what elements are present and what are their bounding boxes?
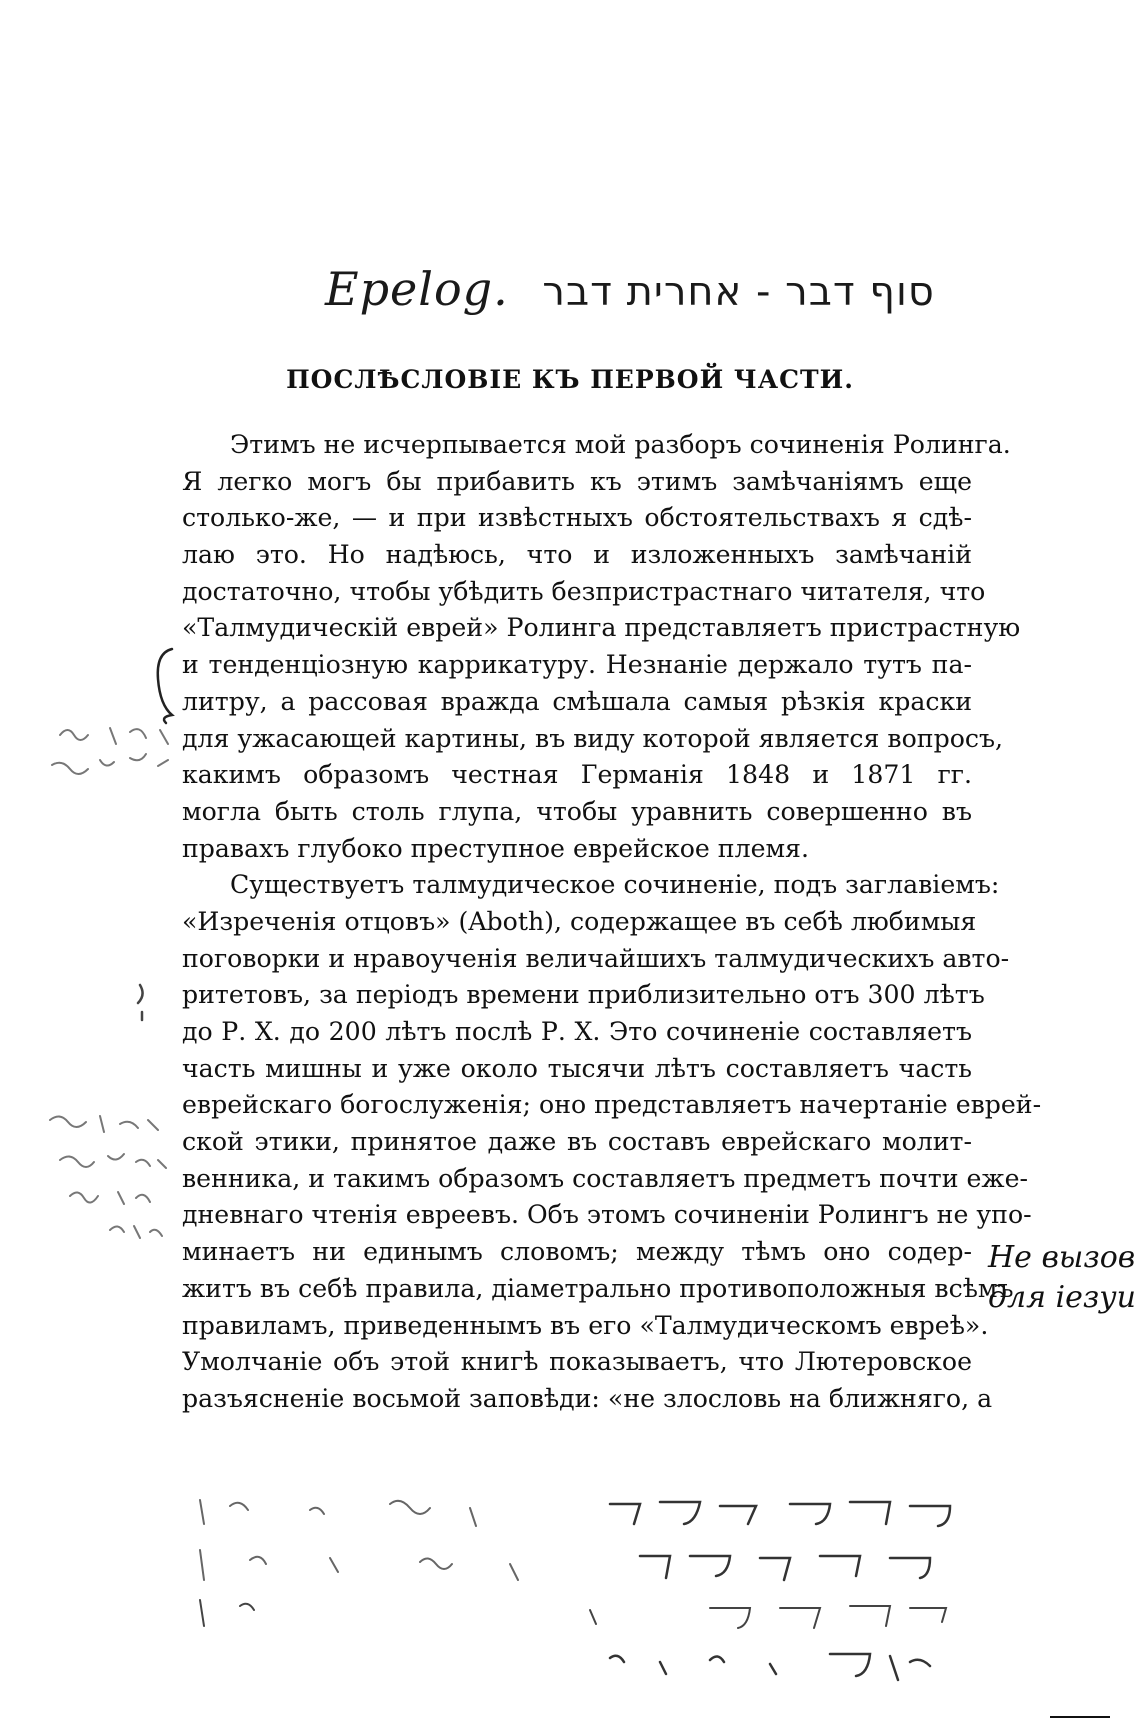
- text-line: достаточно, чтобы убѣдить безпристрастнаго читателя, что: [182, 576, 986, 606]
- text-line: минаетъ ни единымъ словомъ; между тѣмъ оно содер-: [182, 1237, 972, 1267]
- left-margin-scribbles: [40, 640, 240, 1540]
- text-line: литру, а рассовая вражда смѣшала самыя рѣзкія краски: [182, 686, 972, 716]
- text-line: Я легко могъ бы прибавить къ этимъ замѣчаніямъ еще: [182, 466, 972, 496]
- text-line: правахъ глубоко преступное еврейское племя.: [182, 833, 809, 863]
- text-line: дневнаго чтенія евреевъ. Объ этомъ сочиненіи Ролингъ не упо-: [182, 1200, 1032, 1230]
- inscription-latin: Epelog.: [325, 262, 509, 316]
- text-line: ритетовъ, за періодъ времени приблизительно отъ 300 лѣтъ: [182, 980, 985, 1010]
- text-line: до Р. Х. до 200 лѣтъ послѣ Р. Х. Это сочиненіе составляетъ: [182, 1017, 972, 1046]
- inscription-hebrew: סוף דבר - אחרית דבר: [542, 269, 935, 315]
- text-line: и тенденціозную каррикатуру. Незнаніе держало тутъ па-: [182, 650, 972, 680]
- bottom-hebrew-scribbles: [190, 1480, 990, 1710]
- text-line: разъясненіе восьмой заповѣди: «не злословь на ближняго, а: [182, 1383, 993, 1413]
- text-line: венника, и такимъ образомъ составляетъ предметъ почти еже-: [182, 1163, 1028, 1193]
- text-line: житъ въ себѣ правила, діаметрально противоположныя всѣмъ: [182, 1273, 1014, 1303]
- handwritten-inscription: [325, 262, 935, 316]
- body-text: [182, 427, 1042, 1418]
- text-line: какимъ образомъ честная Германія 1848 и 1871 гг.: [182, 760, 972, 790]
- bracket-mark: [150, 645, 180, 725]
- text-line: могла быть столь глупа, чтобы уравнить совершенно въ: [182, 796, 972, 826]
- text-line: Существуетъ талмудическое сочиненіе, подъ заглавіемъ:: [230, 870, 1000, 900]
- text-line: часть мишны и уже около тысячи лѣтъ составляетъ часть: [182, 1053, 972, 1083]
- text-line: для ужасающей картины, въ виду которой является вопросъ,: [182, 723, 1003, 753]
- text-line: «Изреченія отцовъ» (Aboth), содержащее въ себѣ любимыя: [182, 906, 977, 936]
- page-title: ПОСЛѢСЛОВІЕ КЪ ПЕРВОЙ ЧАСТИ.: [286, 365, 854, 394]
- text-line: поговорки и нравоученія величайшихъ талмудическихъ авто-: [182, 943, 1010, 973]
- text-line: правиламъ, приведеннымъ въ его «Талмудическомъ евреѣ».: [182, 1310, 989, 1340]
- text-line: лаю это. Но надѣюсь, что и изложенныхъ замѣчаній: [182, 540, 972, 570]
- text-line: «Талмудическій еврей» Ролинга представляетъ пристрастную: [182, 613, 1021, 643]
- right-margin-note-line: для іезуи: [988, 1280, 1136, 1315]
- text-line: еврейскаго богослуженія; оно представляетъ начертаніе еврей-: [182, 1090, 1042, 1120]
- text-line: ской этики, принятое даже въ составъ еврейскаго молит-: [182, 1127, 972, 1157]
- text-line: Этимъ не исчерпывается мой разборъ сочиненія Ролинга.: [230, 430, 1011, 459]
- right-margin-note: [988, 1238, 1136, 1318]
- text-line: Умолчаніе объ этой книгѣ показываетъ, что Лютеровское: [182, 1347, 972, 1377]
- text-line: столько-же, — и при извѣстныхъ обстоятельствахъ я сдѣ-: [182, 503, 972, 533]
- page-edge-mark: [1050, 1716, 1110, 1718]
- right-margin-note-line: Не вызов: [988, 1240, 1136, 1275]
